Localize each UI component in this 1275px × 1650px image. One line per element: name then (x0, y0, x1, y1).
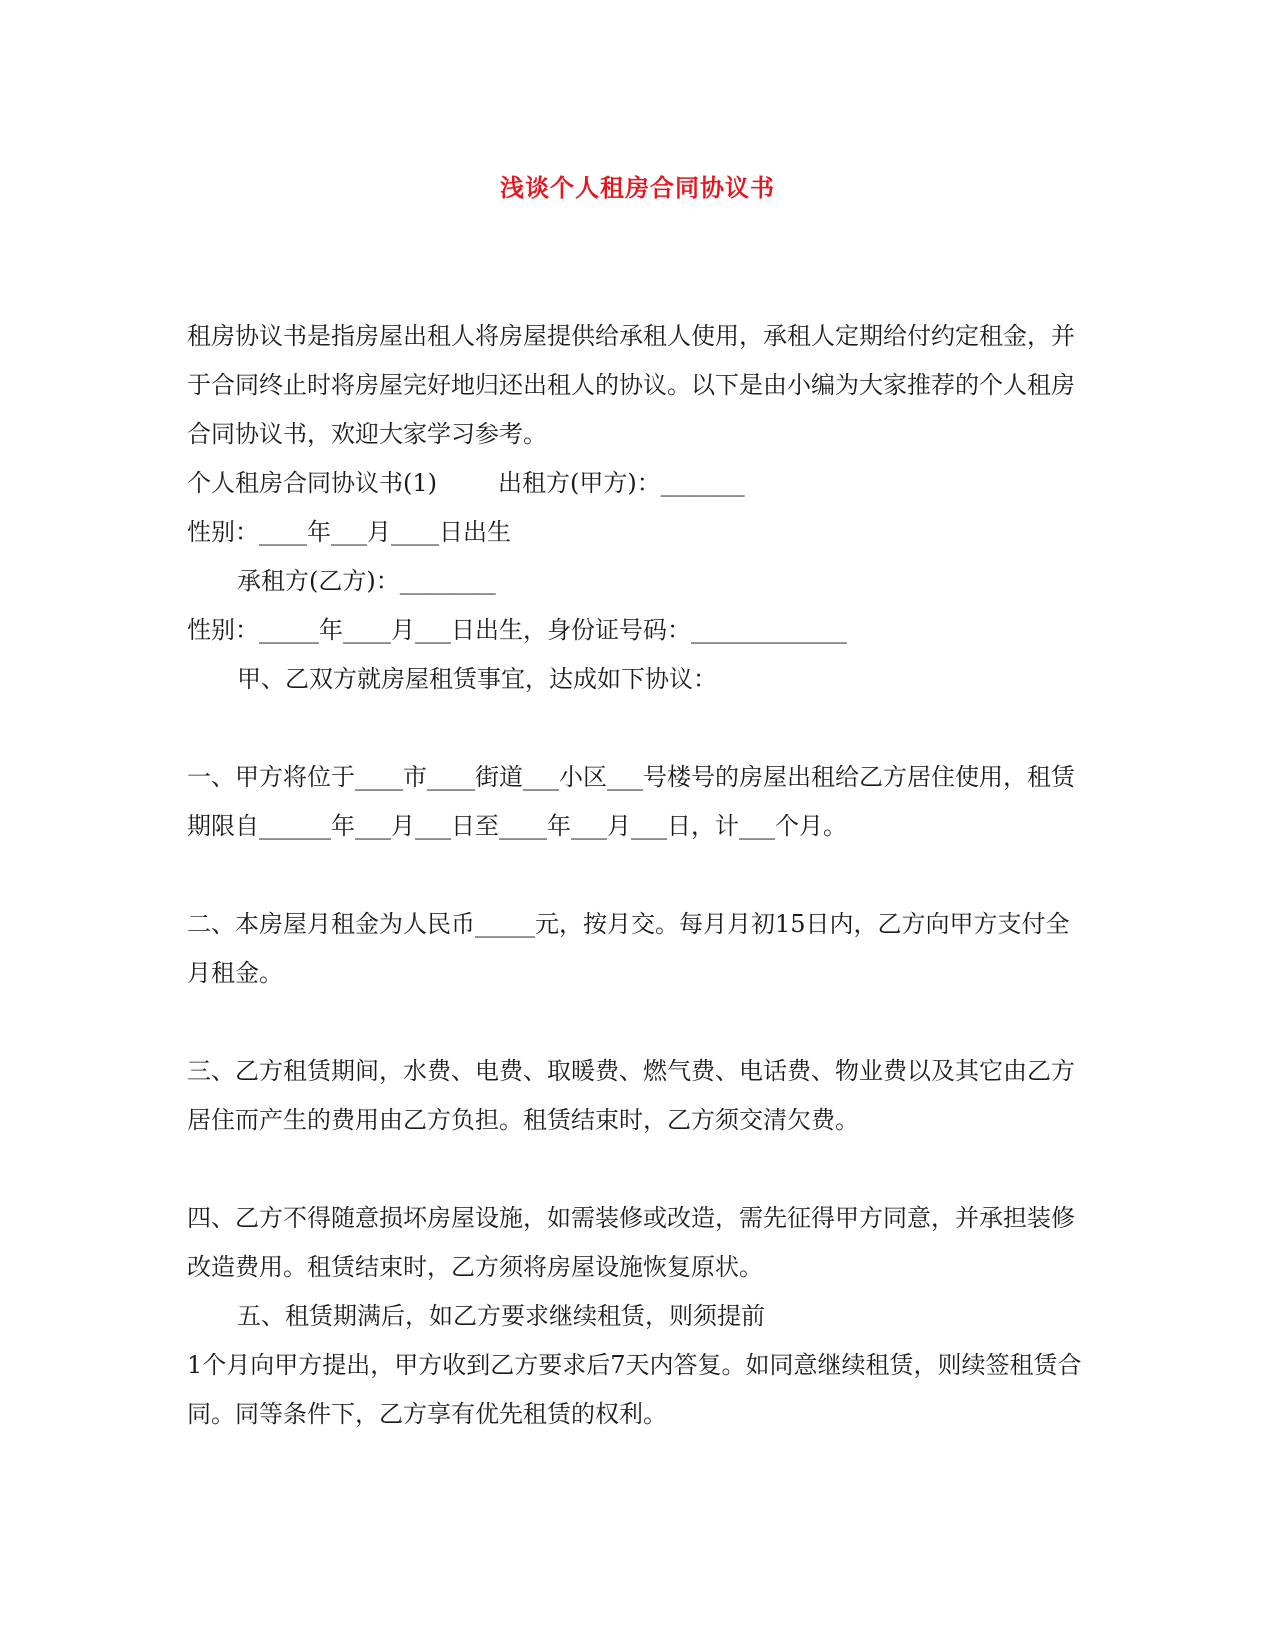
clause-5-head: 五、租赁期满后，如乙方要求继续租赁，则须提前 (237, 1302, 765, 1330)
lessee-gender-line: 性别：_____年____月___日出生，身份证号码：_____________ (187, 616, 847, 644)
spacer (187, 851, 1092, 900)
clause-2: 二、本房屋月租金为人民币_____元，按月交。每月月初15日内，乙方向甲方支付全月租金。 (187, 910, 1070, 987)
lessee-line: 承租方(乙方)：________ (237, 567, 496, 595)
lessor-gender-line: 性别：____年___月____日出生 (187, 518, 511, 546)
clause-5-body: 1个月向甲方提出，甲方收到乙方要求后7天内答复。如同意继续租赁，则续签租赁合同。同等条件下，乙方享有优先租赁的权利。 (187, 1351, 1082, 1428)
document-title: 浅谈个人租房合同协议书 (500, 173, 775, 202)
clause-3: 三、乙方租赁期间，水费、电费、取暖费、燃气费、电话费、物业费以及其它由乙方居住而产生的费用由乙方负担。租赁结束时，乙方须交清欠费。 (187, 1057, 1075, 1134)
document-body (187, 312, 1092, 1439)
spacer (187, 1145, 1092, 1194)
clause-1: 一、甲方将位于____市____街道___小区___号楼号的房屋出租给乙方居住使用，租赁期限自______年___月___日至____年___月___日，计___个月。 (187, 763, 1075, 840)
spacer (187, 704, 1092, 753)
agreement-line: 甲、乙双方就房屋租赁事宜，达成如下协议： (237, 665, 717, 693)
spacer (187, 998, 1092, 1047)
intro-paragraph: 租房协议书是指房屋出租人将房屋提供给承租人使用，承租人定期给付约定租金，并于合同终止时将房屋完好地归还出租人的协议。以下是由小编为大家推荐的个人租房合同协议书，欢迎大家学习参考。 (187, 322, 1075, 448)
lessor-line: 个人租房合同协议书(1) 出租方(甲方)：_______ (187, 469, 745, 497)
clause-4: 四、乙方不得随意损坏房屋设施，如需装修或改造，需先征得甲方同意，并承担装修改造费用。租赁结束时，乙方须将房屋设施恢复原状。 (187, 1204, 1075, 1281)
